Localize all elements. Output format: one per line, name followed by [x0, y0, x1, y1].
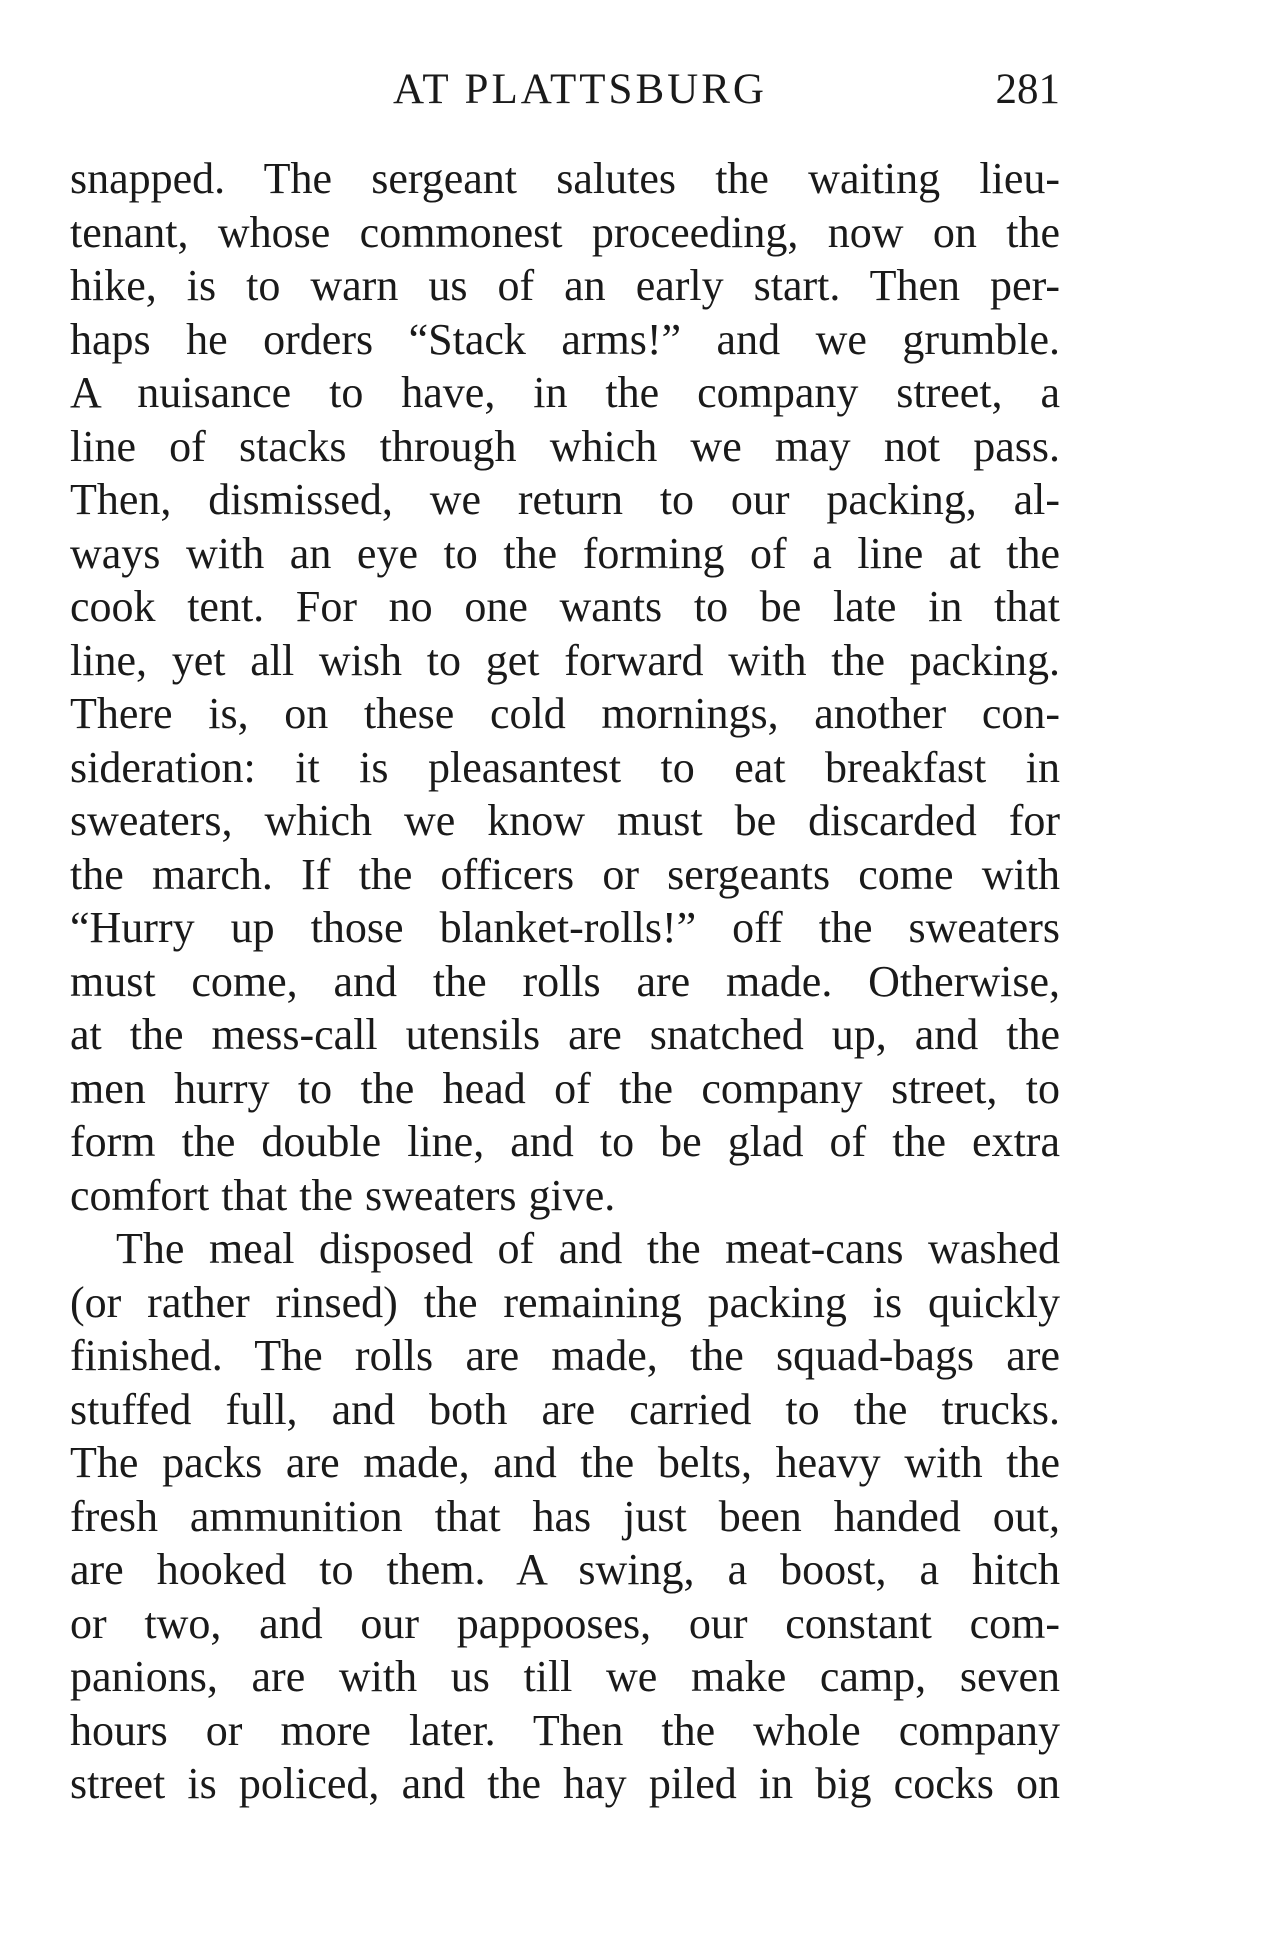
text-line: hours or more later. Then the whole company [70, 1705, 1060, 1755]
text-line: Then, dismissed, we return to our packing, al- [70, 475, 1060, 524]
text-line: tenant, whose commonest proceeding, now on the [70, 207, 1060, 257]
text-line: fresh ammunition that has just been handed out, [70, 1491, 1060, 1541]
text-line: cook tent. For no one wants to be late in that [70, 582, 1060, 631]
text-line: are hooked to them. A swing, a boost, a hitch [70, 1545, 1060, 1594]
text-line: haps he orders “Stack arms!” and we grumble. [70, 314, 1060, 364]
text-line: must come, and the rolls are made. Otherwise, [70, 956, 1060, 1006]
text-line: The packs are made, and the belts, heavy with the [70, 1438, 1060, 1487]
text-line: line, yet all wish to get forward with the packing. [70, 635, 1060, 685]
text-line: A nuisance to have, in the company street, a [70, 368, 1060, 417]
text-line: at the mess-call utensils are snatched up, and the [70, 1010, 1060, 1059]
text-line: or two, and our pappooses, our constant com- [70, 1598, 1060, 1648]
text-line: men hurry to the head of the company street, to [70, 1063, 1060, 1113]
text-line: street is policed, and the hay piled in big cocks on [70, 1759, 1060, 1808]
text-line: hike, is to warn us of an early start. Then per- [70, 261, 1060, 310]
running-head [70, 62, 1060, 118]
paragraph-start-line: The meal disposed of and the meat-cans washed [116, 1224, 1060, 1273]
running-title: AT PLATTSBURG [393, 66, 767, 113]
paragraph-end-line: comfort that the sweaters give. [70, 1170, 616, 1220]
text-line: line of stacks through which we may not pass. [70, 421, 1060, 471]
text-line: stuffed full, and both are carried to the trucks. [70, 1384, 1060, 1434]
text-line: sideration: it is pleasantest to eat breakfast in [70, 742, 1060, 792]
text-line: sweaters, which we know must be discarded for [70, 796, 1060, 845]
text-line: form the double line, and to be glad of the extra [70, 1117, 1060, 1166]
page-number: 281 [995, 66, 1060, 113]
body-text [70, 152, 1060, 1811]
text-line: panions, are with us till we make camp, seven [70, 1652, 1060, 1701]
text-line: There is, on these cold mornings, another con- [70, 689, 1060, 738]
text-line: (or rather rinsed) the remaining packing is quickly [70, 1277, 1060, 1327]
text-line: ways with an eye to the forming of a line at the [70, 528, 1060, 578]
text-line: “Hurry up those blanket-rolls!” off the sweaters [70, 903, 1060, 952]
text-line: the march. If the officers or sergeants come with [70, 849, 1060, 899]
text-line: snapped. The sergeant salutes the waiting lieu- [70, 154, 1060, 203]
text-line: finished. The rolls are made, the squad-bags are [70, 1331, 1060, 1380]
